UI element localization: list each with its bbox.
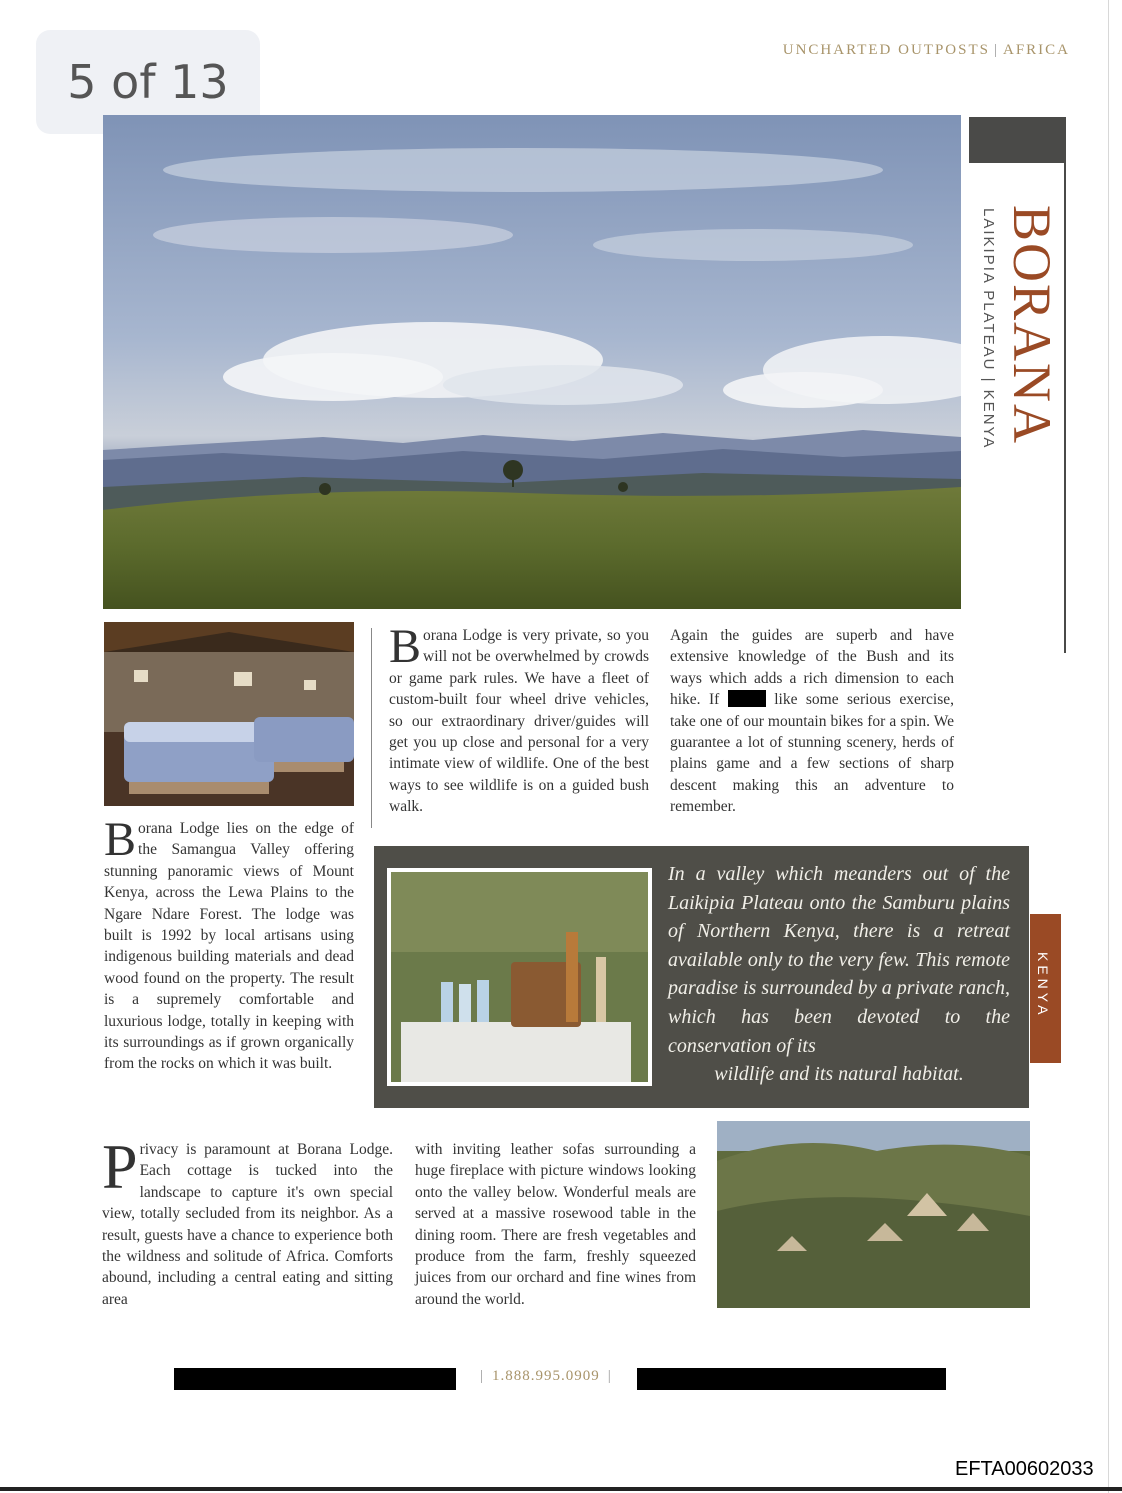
footer-redaction-right	[637, 1368, 946, 1390]
page-edge	[1108, 0, 1109, 1493]
header-separator: |	[993, 42, 999, 58]
kenya-tab-label: KENYA	[1035, 952, 1051, 1019]
intro-text: orana Lodge lies on the edge of the Samangua Valley offering stunning panoramic views of Mount Kenya, across the Lewa Plains to the Ngare Ndare Forest. The lodge was built is 1992 by local artisans using indigenous building materials and dead wood found on the property. The result is a supremely comfortable and luxurious lodge, totally in keeping with its surroundings as if grown organically from the rocks on which it was built.	[104, 820, 354, 1073]
column-divider	[371, 628, 372, 828]
page-counter: 5 of 13	[36, 30, 260, 134]
redaction-bar	[728, 690, 766, 707]
bottom-rule	[0, 1487, 1122, 1491]
hero-landscape-photo	[103, 115, 961, 609]
intro-paragraph	[104, 813, 354, 1075]
private-dropcap: B	[389, 620, 422, 673]
lodge-location: LAIKIPIA PLATEAU | KENYA	[980, 208, 997, 450]
document-id: EFTA00602033	[955, 1458, 1094, 1480]
sidebar-rule	[1064, 163, 1066, 653]
intro-dropcap: B	[104, 813, 137, 866]
header-region: AFRICA	[1002, 42, 1070, 58]
pullquote	[668, 860, 1010, 1089]
privacy-dropcap: P	[102, 1131, 138, 1202]
footer-redaction-left	[174, 1368, 456, 1390]
sidebar-header-block	[969, 117, 1066, 163]
kenya-section-tab	[1030, 914, 1061, 1063]
footer-separator-right: |	[607, 1368, 612, 1384]
footer-separator-left: |	[480, 1368, 485, 1384]
dining-paragraph	[415, 1139, 696, 1310]
pullquote-body: In a valley which meanders out of the Laikipia Plateau onto the Samburu plains of Northern Kenya, there is a retreat available only to the very few. This remote paradise is surrounded by a private ranch, which has been devoted to the conservation of its	[668, 863, 1011, 1057]
bush-drinks-photo	[387, 868, 652, 1086]
private-text: orana Lodge is very private, so you will not be overwhelmed by crowds or game park rules. We have a fleet of custom-built four wheel drive vehicles, so our extraordinary driver/guides will get you up close and personal for a very intimate view of wildlife. One of the best ways to see wildlife is on a guided bush walk.	[389, 627, 649, 816]
guides-text-before: Again the guides are superb and have extensive knowledge of the Bush and its ways which adds a rich dimension to each hike. If	[670, 627, 954, 709]
lodge-title: BORANA	[1002, 205, 1062, 446]
header-series: UNCHARTED OUTPOSTS	[782, 42, 990, 58]
guides-paragraph	[670, 625, 954, 818]
guides-text-after: like some serious exercise, take one of our mountain bikes for a spin. We guarantee a lot of stunning scenery, herds of plains game and a few sections of sharp descent making this an adventure to remember.	[670, 691, 955, 816]
bedroom-photo	[104, 622, 354, 806]
pullquote-last-line: wildlife and its natural habitat.	[714, 1063, 964, 1086]
private-paragraph	[389, 620, 649, 818]
running-header	[700, 42, 1070, 59]
hillside-lodge-photo	[717, 1121, 1030, 1308]
privacy-text: rivacy is paramount at Borana Lodge. Each cottage is tucked into the landscape to capture it's own special view, totally secluded from its neighbor. As a result, guests have a chance to experience both the wildness and solitude of Africa. Comforts abound, including a central eating and sitting area	[102, 1141, 393, 1308]
footer-contact	[472, 1368, 620, 1385]
dining-text: with inviting leather sofas surrounding a huge fireplace with picture windows looking onto the valley below. Wonderful meals are served at a massive rosewood table in the dining room. There are fresh vegetables and produce from the farm, freshly squeezed juices from our orchard and fine wines from around the world.	[415, 1141, 696, 1308]
privacy-paragraph	[102, 1131, 393, 1310]
footer-phone[interactable]: 1.888.995.0909	[492, 1368, 600, 1384]
